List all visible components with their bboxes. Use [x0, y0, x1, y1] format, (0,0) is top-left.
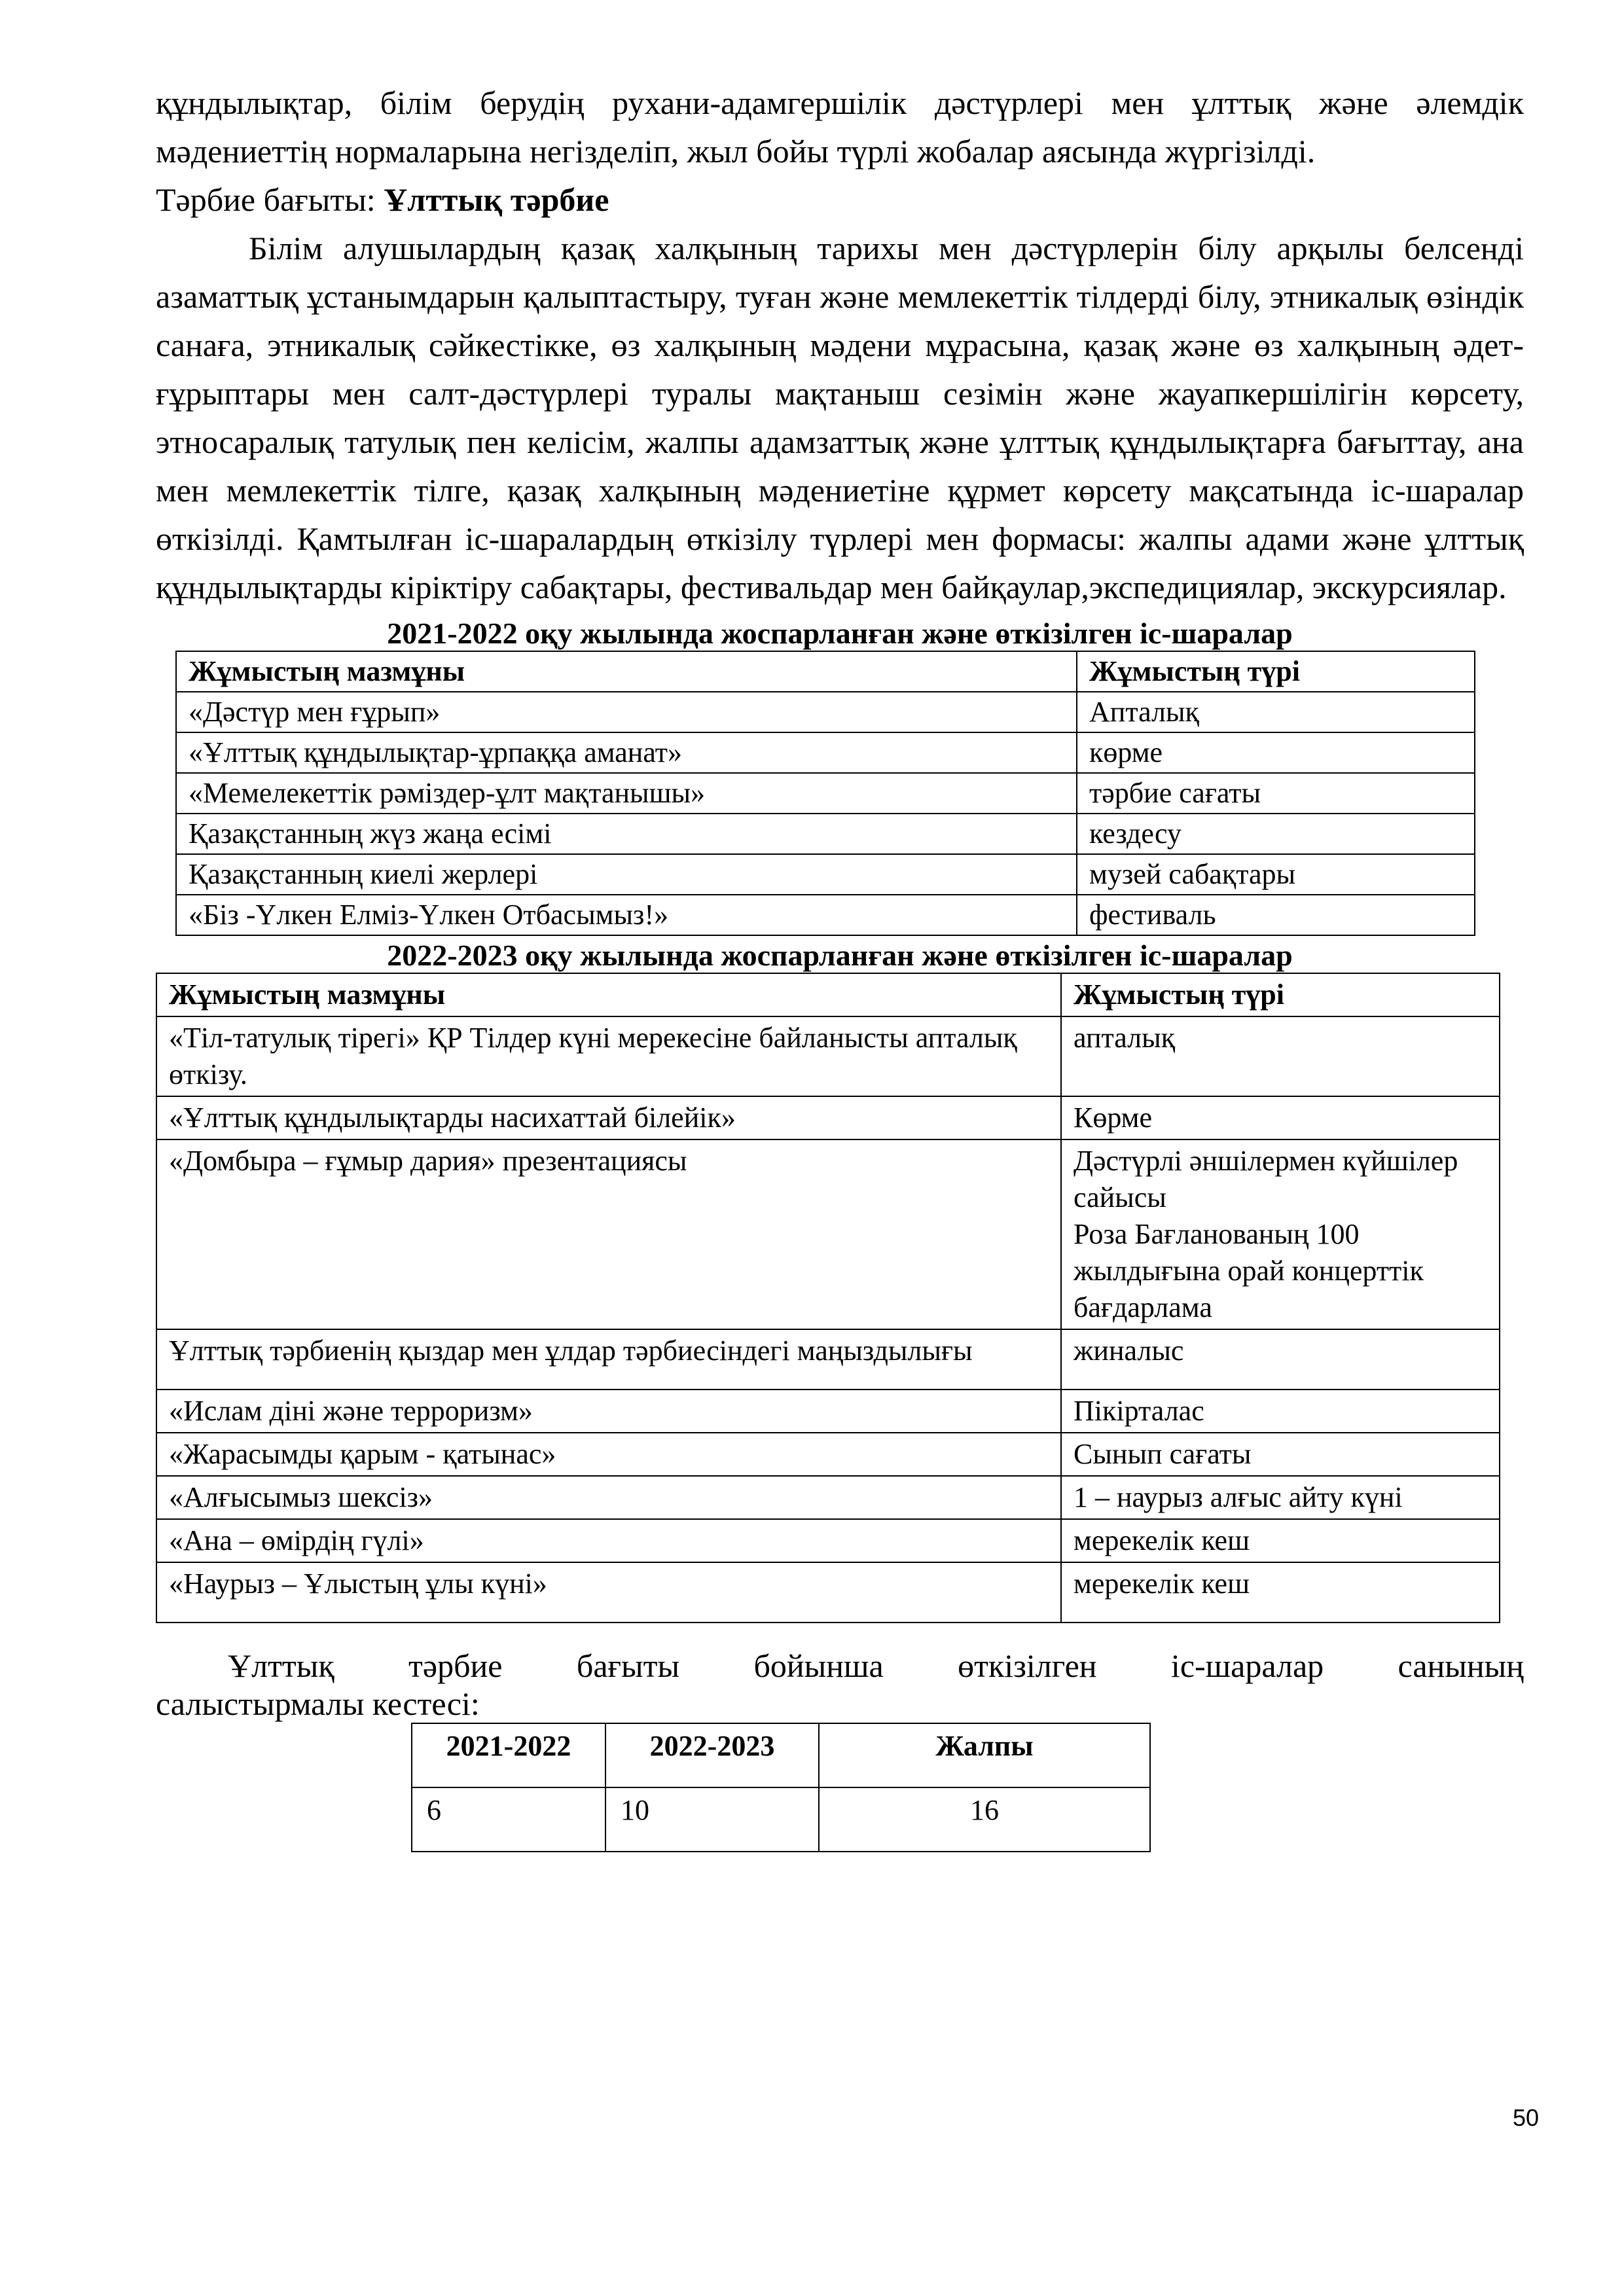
table-header-row — [176, 651, 1475, 692]
event-content: «Жарасымды қарым - қатынас» — [156, 1433, 1061, 1476]
event-content: «Домбыра – ғұмыр дария» презентациясы — [156, 1139, 1061, 1329]
event-content: «Біз -Үлкен Елміз-Үлкен Отбасымыз!» — [176, 895, 1077, 935]
table-row — [156, 1016, 1500, 1096]
count-2022-2023: 10 — [605, 1787, 819, 1852]
column-header-content: Жұмыстың мазмұны — [156, 973, 1061, 1016]
events-table-2021-2022 — [175, 651, 1475, 936]
event-content: Ұлттық тәрбиенің қыздар мен ұлдар тәрбиесіндегі маңыздылығы — [156, 1329, 1061, 1390]
column-header-2021-2022: 2021-2022 — [412, 1723, 605, 1787]
table-row — [156, 1139, 1500, 1329]
event-type: тәрбие сағаты — [1077, 773, 1475, 814]
event-content: «Ұлттық құндылықтарды насихаттай білейік» — [156, 1096, 1061, 1139]
count-2021-2022: 6 — [412, 1787, 605, 1852]
table-row — [176, 814, 1475, 854]
document-page — [156, 79, 1524, 1852]
table-row — [176, 854, 1475, 895]
table-row — [156, 1476, 1500, 1519]
event-type: 1 – наурыз алғыс айту күні — [1061, 1476, 1500, 1519]
event-type: көрме — [1077, 732, 1475, 773]
count-total: 16 — [819, 1787, 1150, 1852]
event-content: «Ана – өмірдің гүлі» — [156, 1519, 1061, 1562]
direction-label: Тәрбие бағыты: — [156, 181, 384, 218]
event-content: «Дәстүр мен ғұрып» — [176, 692, 1077, 732]
table-row — [156, 1433, 1500, 1476]
intro-paragraph: құндылықтар, білім берудің рухани-адамгершілік дәстүрлері мен ұлттық және әлемдік мәдениеттің нормаларына негізделіп, жыл бойы түрлі жобалар аясында жүргізілді. — [156, 84, 1524, 170]
event-content: «Мемелекеттік рәміздер-ұлт мақтанышы» — [176, 773, 1077, 814]
event-content: Қазақстанның жүз жаңа есімі — [176, 814, 1077, 854]
summary-caption — [156, 1647, 1524, 1723]
column-header-2022-2023: 2022-2023 — [605, 1723, 819, 1787]
table-row — [156, 1519, 1500, 1562]
table-row — [176, 732, 1475, 773]
event-content: «Ислам діні және терроризм» — [156, 1390, 1061, 1433]
table-header-row — [412, 1723, 1150, 1787]
event-type: фестиваль — [1077, 895, 1475, 935]
event-type: Көрме — [1061, 1096, 1500, 1139]
table-row — [156, 1562, 1500, 1623]
event-type: Дәстүрлі әншілермен күйшілер сайысы Роза Бағланованың 100 жылдығына орай концерттік бағдарлама — [1061, 1139, 1500, 1329]
event-type: мерекелік кеш — [1061, 1562, 1500, 1623]
table-row — [176, 692, 1475, 732]
summary-table — [411, 1723, 1151, 1852]
table-row — [176, 773, 1475, 814]
event-content: «Ұлттық құндылықтар-ұрпаққа аманат» — [176, 732, 1077, 773]
summary-caption-line2: салыстырмалы кестесі: — [156, 1685, 480, 1722]
event-type: Сынып сағаты — [1061, 1433, 1500, 1476]
table1-title: 2021-2022 оқу жылында жоспарланған және өткізілген іс-шаралар — [387, 617, 1293, 650]
direction-value: Ұлттық тәрбие — [384, 181, 609, 218]
events-table-2022-2023 — [156, 973, 1500, 1623]
column-header-total: Жалпы — [819, 1723, 1150, 1787]
table-row — [156, 1390, 1500, 1433]
main-paragraph: Білім алушылардың қазақ халқының тарихы мен дәстүрлерін білу арқылы белсенді азаматтық ұстанымдарын қалыптастыру, туған және мемлекеттік тілдерді білу, этникалық өзіндік санаға, этникалық сәйкестікке, өз халқының мәдени мұрасына, қазақ және өз халқының әдет-ғұрыптары мен салт-дәстүрлері туралы мақтаныш сезімін және жауапкершілігін көрсету, этносаралық татулық пен келісім, жалпы адамзаттық және ұлттық құндылықтарға бағыттау, ана мен мемлекеттік тілге, қазақ халқының мәдениетіне құрмет көрсету мақсатында іс-шаралар өткізілді. Қамтылған іс-шаралардың өткізілу түрлері мен формасы: жалпы адами және ұлттық құндылықтарды кіріктіру сабақтары, фестивальдар мен байқаулар,экспедициялар, экскурсиялар. — [156, 230, 1524, 605]
event-type: апталық — [1061, 1016, 1500, 1096]
event-content: «Тіл-татулық тірегі» ҚР Тілдер күні мерекесіне байланысты апталық өткізу. — [156, 1016, 1061, 1096]
event-type: жиналыс — [1061, 1329, 1500, 1390]
event-type: Пікірталас — [1061, 1390, 1500, 1433]
event-type: Апталық — [1077, 692, 1475, 732]
table2-title: 2022-2023 оқу жылында жоспарланған және өткізілген іс-шаралар — [387, 939, 1293, 972]
table-row — [156, 1096, 1500, 1139]
event-content: «Алғысымыз шексіз» — [156, 1476, 1061, 1519]
summary-caption-line1: Ұлттық тәрбие бағыты бойынша өткізілген іс-шаралар санының — [228, 1647, 1524, 1684]
column-header-content: Жұмыстың мазмұны — [176, 651, 1077, 692]
column-header-type: Жұмыстың түрі — [1077, 651, 1475, 692]
event-content: Қазақстанның киелі жерлері — [176, 854, 1077, 895]
table-header-row — [156, 973, 1500, 1016]
column-header-type: Жұмыстың түрі — [1061, 973, 1500, 1016]
event-type: мерекелік кеш — [1061, 1519, 1500, 1562]
event-type: музей сабақтары — [1077, 854, 1475, 895]
event-type: кездесу — [1077, 814, 1475, 854]
table-row — [156, 1329, 1500, 1390]
education-direction — [156, 175, 1524, 224]
table-row — [176, 895, 1475, 935]
page-number: 50 — [1512, 2104, 1539, 2131]
event-content: «Наурыз – Ұлыстың ұлы күні» — [156, 1562, 1061, 1623]
table-row — [412, 1787, 1150, 1852]
